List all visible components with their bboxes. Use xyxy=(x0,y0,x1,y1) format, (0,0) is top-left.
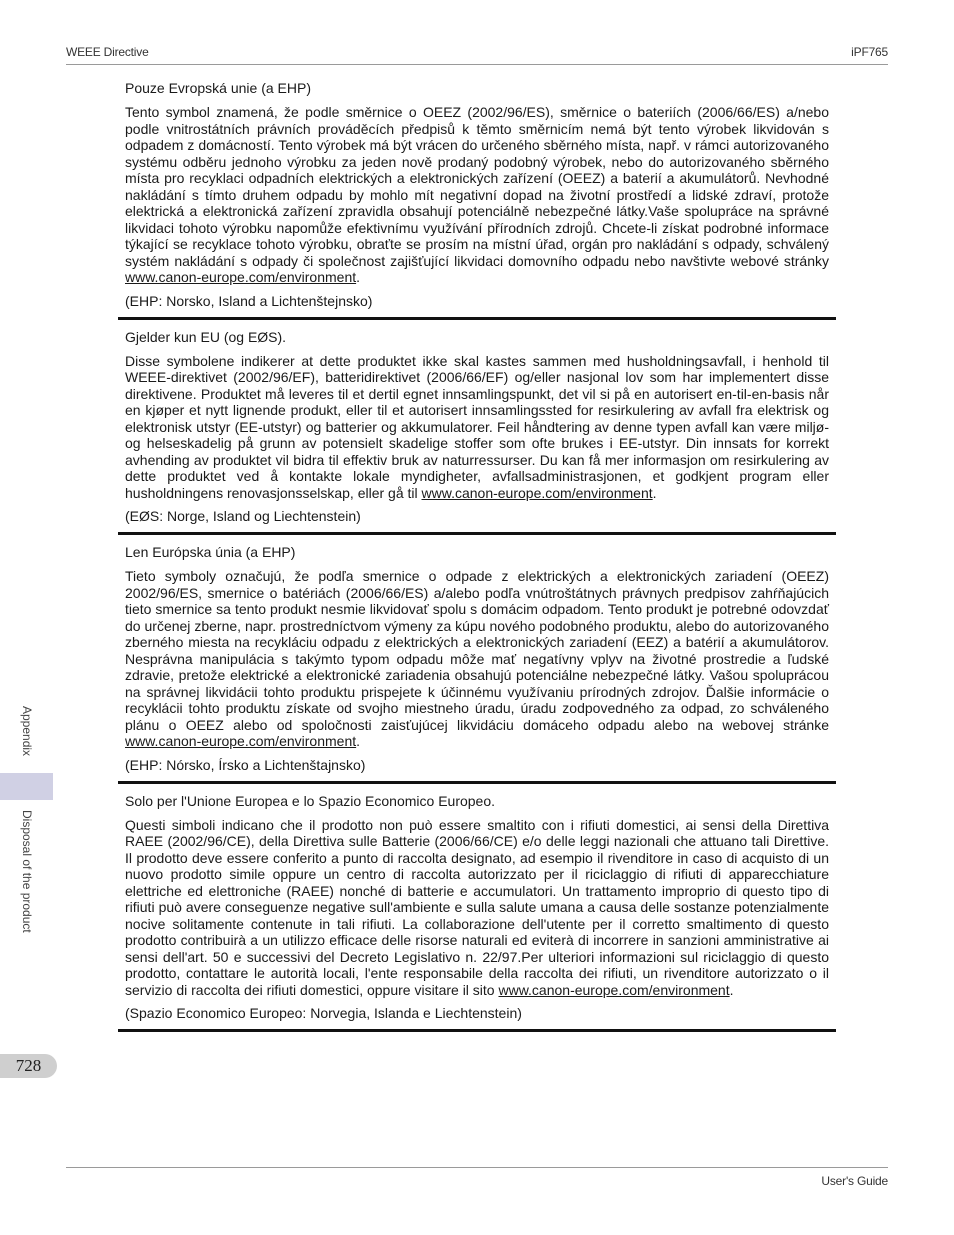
section-norwegian xyxy=(125,329,829,525)
footer-divider xyxy=(66,1167,888,1168)
section-divider xyxy=(118,1029,836,1032)
environment-link[interactable]: www.canon-europe.com/environment xyxy=(498,981,730,998)
environment-link[interactable]: www.canon-europe.com/environment xyxy=(125,269,357,285)
environment-link[interactable]: www.canon-europe.com/environment xyxy=(125,733,357,749)
section-note: (EHP: Norsko, Island a Lichtenštejnsko) xyxy=(125,292,373,309)
section-italian xyxy=(125,793,829,1022)
section-czech xyxy=(125,80,829,309)
header-divider xyxy=(66,64,888,65)
section-divider xyxy=(118,532,836,535)
sidebar-marker xyxy=(0,773,53,800)
section-note: (EØS: Norge, Island og Liechtenstein) xyxy=(125,508,361,524)
sidebar-label-appendix[interactable]: Appendix xyxy=(20,706,34,757)
header-section-title: WEEE Directive xyxy=(66,45,149,59)
footer-guide-title: User's Guide xyxy=(821,1174,888,1188)
section-divider xyxy=(118,317,836,320)
section-title: Gjelder kun EU (og EØS). xyxy=(125,328,287,345)
section-slovak xyxy=(125,544,829,773)
section-title: Len Európska únia (a EHP) xyxy=(125,544,296,560)
document-content xyxy=(125,80,829,1041)
header-product-name: iPF765 xyxy=(851,45,888,59)
section-body: Questi simboli indicano che il prodotto non può essere smaltito con i rifiuti domestici, ai sensi della Direttiva RAEE (2002/96/CE), della Direttiva sulle Batterie (2006/66/CE) e/o delle leggi nazionali che attuano tali Direttive. Il prodotto deve essere conferito a punto di raccolta designato, ad esempio il rivenditore in caso di acquisto di un nuovo prodotto simile oppure un centro di raccolta autorizzato per il riciclaggio di rifiuti di apparecchiature elettriche ed elettroniche (RAEE) nonché di batterie e accumulatori. Un trattamento improprio di questo tipo di rifiuti può avere conseguenze negative sull'ambiente e sulla salute umana a causa delle sostanze potenzialmente nocive solitamente contenute in tali rifiuti. La collaborazione dell'utente per il corretto smaltimento di questo prodotto contribuirà a un utilizzo efficace delle risorse naturali ed eviterà di incorrere in sanzioni amministrative ai sensi dell'art. 50 e successivi del Decreto Legislativo n. 22/97.Per ulteriori informazioni sul riciclaggio di questo prodotto, contattare le autorità locali, l'ente responsabile della raccolta dei rifiuti, un rivenditore autorizzato o il servizio di raccolta dei rifiuti domestici, oppure visitare il sito www.canon-europe.com/environment. xyxy=(125,816,829,998)
page-number: 728 xyxy=(0,1054,57,1078)
section-title: Solo per l'Unione Europea e lo Spazio Economico Europeo. xyxy=(125,792,496,809)
section-divider xyxy=(118,781,836,784)
section-body: Tieto symboly označujú, že podľa smernice o odpade z elektrických a elektronických zariadení (OEEZ) 2002/96/ES, smernice o batériách (2006/66/ES) a/alebo podľa vnútroštátnych právnych predpisov zahŕňajúcich tieto smernice sa tento produkt nesmie likvidovať spolu s domácim odpadom. Tento produkt je potrebné odovzdať do určenej zberne, napr. prostredníctvom výmeny za kúpu nového podobného produktu, alebo do autorizovaného zberného miesta na recykláciu odpadu z elektrických a elektronických zariadení (EEZ) a batérií a akumulátorov. Nesprávna manipulácia s takýmto typom odpadu môže mať negatívny vplyv na životné prostredie a ľudské zdravie, pretože elektrické a elektronické zariadenia obsahujú potenciálne nebezpečné látky. Vašou spoluprácou na správnej likvidácii tohto produktu prispejete k účinnému využívaniu prírodných zdrojov. Ďalšie informácie o recyklácii tohto produktu získate od svojho miestneho úradu, úradu zodpovedného za odpad, zo schváleného plánu o OEEZ alebo od spoločnosti zaisťujúcej likvidáciu domáceho odpadu alebo na webovej stránke www.canon-europe.com/environment. xyxy=(125,568,829,749)
environment-link[interactable]: www.canon-europe.com/environment xyxy=(421,484,653,501)
section-body: Disse symbolene indikerer at dette produktet ikke skal kastes sammen med husholdningsavfall, i henhold til WEEE-direktivet (2002/96/EF), batteridirektivet (2006/66/EF) og/eller nasjonal lov som har implementert disse direktivene. Produktet må leveres til et dertil egnet innsamlingspunkt, det vil si på en autorisert en-til-en-basis når en kjøper et nytt lignende produkt, eller til et autorisert innsamlingssted for resirkulering av avfall fra elektrisk og elektronisk utstyr (EE-utstyr) og batterier og akkumulatorer. Feil håndtering av denne typen avfall kan være miljø- og helseskadelig på grunn av potensielt skadelige stoffer som ofte brukes i EE-utstyr. Din innsats for korrekt avhending av produktet vil bidra til effektiv bruk av naturressurser. Du kan få mer informasjon om resirkulering av dette produktet ved å kontakte lokale myndigheter, avfallsadministrasjonen, et godkjent program eller husholdningens renovasjonsselskap, eller gå til www.canon-europe.com/environment. xyxy=(125,352,829,501)
section-title: Pouze Evropská unie (a EHP) xyxy=(125,80,311,96)
section-note: (EHP: Nórsko, Írsko a Lichtenštajnsko) xyxy=(125,756,366,773)
section-note: (Spazio Economico Europeo: Norvegia, Islanda e Liechtenstein) xyxy=(125,1005,522,1021)
sidebar-label-disposal[interactable]: Disposal of the product xyxy=(20,810,34,933)
section-body: Tento symbol znamená, že podle směrnice o OEEZ (2002/96/ES), směrnice o bateriích (2006/66/ES) a/nebo podle vnitrostátních právních prováděcích předpisů k těmto směrnicím nemá být tento výrobek likvidován s odpadem z domácností. Tento výrobek má být vrácen do určeného sběrného místa, např. v rámci autorizovaného systému odběru jednoho výrobku za jeden nově prodaný podobný výrobek, nebo do autorizovaného sběrného místa pro recyklaci odpadních elektrických a elektronických zařízení (OEEZ) a baterií a akumulátorů. Nevhodné nakládání s tímto druhem odpadu by mohlo mít negativní dopad na životní prostředí a lidské zdraví, protože elektrická a elektronická zařízení zpravidla obsahují potenciálně nebezpečné látky.Vaše spolupráce na správné likvidaci tohoto výrobku napomůže efektivnímu využívání přírodních zdrojů. Chcete-li získat podrobné informace týkající se recyklace tohoto výrobku, obraťte se prosím na místní úřad, orgán pro nakládání s odpady, schválený systém nakládání s odpady či společnost zajišťující likvidaci domovního odpadu nebo navštivte webové stránky www.canon-europe.com/environment. xyxy=(125,104,829,285)
